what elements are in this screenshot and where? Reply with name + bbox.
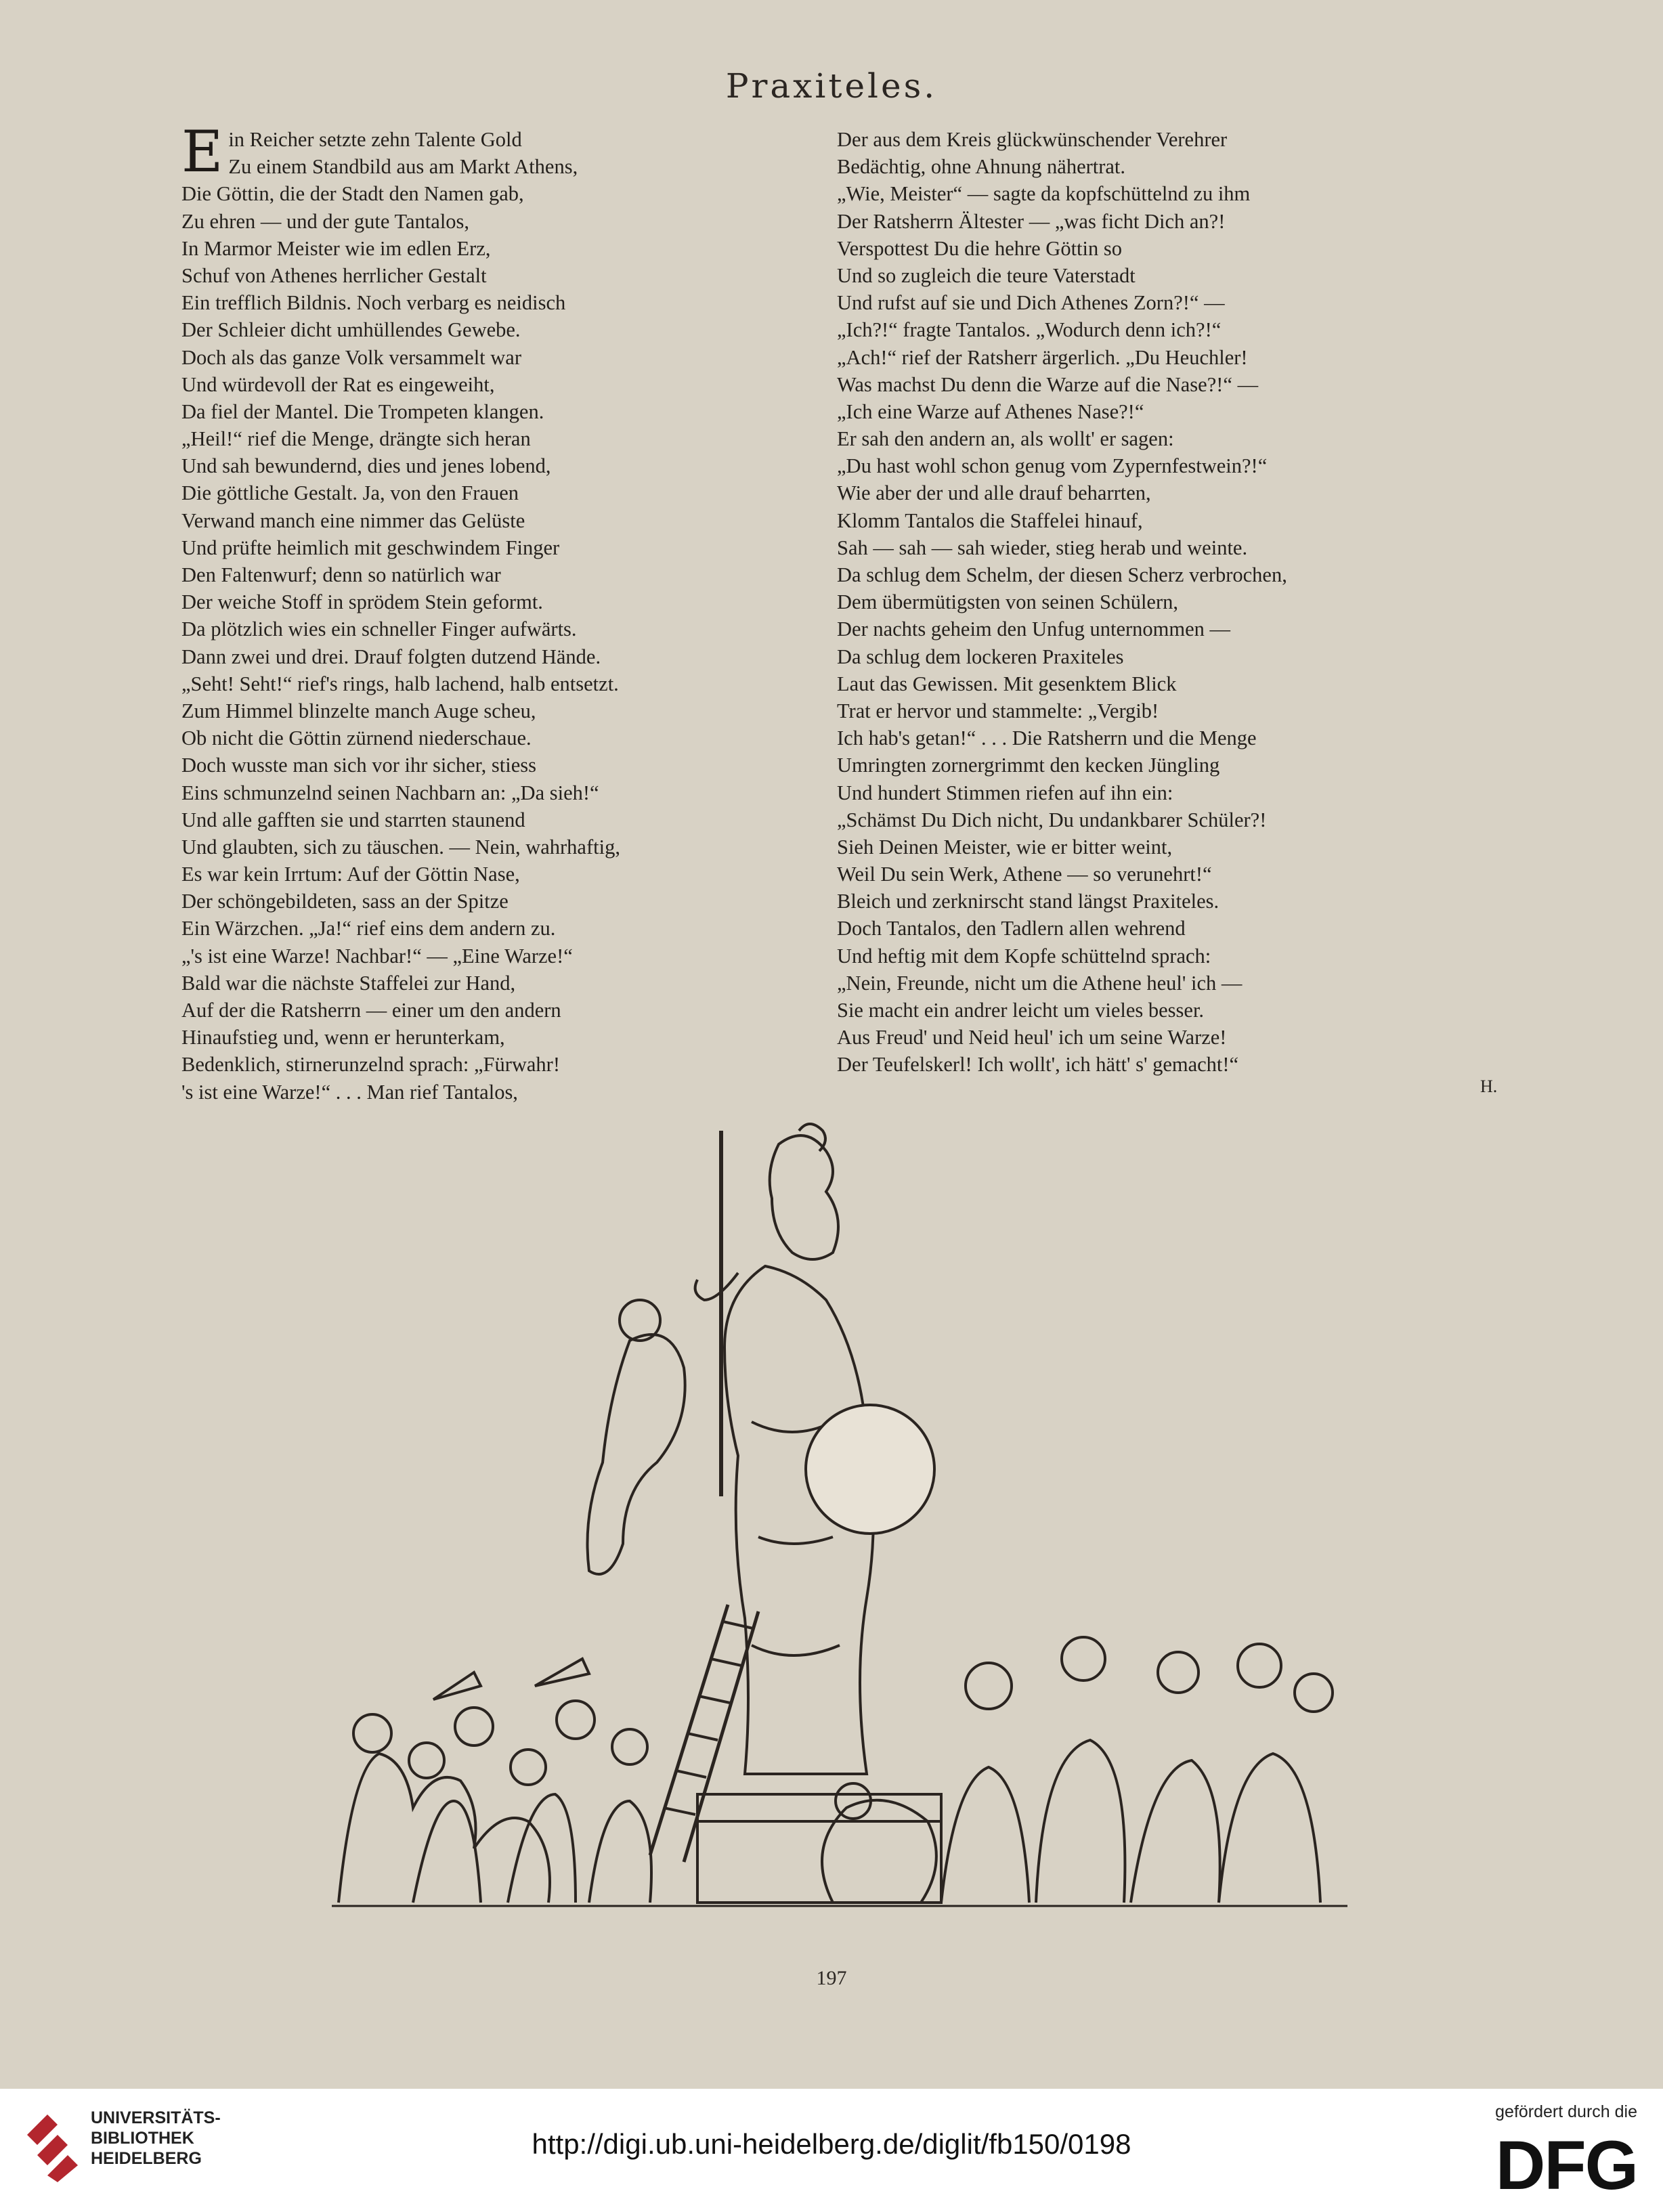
- poem-line: [181, 316, 777, 343]
- poem-line: [837, 479, 1446, 506]
- poem-line-text: „Ich eine Warze auf Athenes Nase?!“: [837, 399, 1144, 423]
- poem-line-text: Doch als das ganze Volk versammelt war: [181, 345, 521, 369]
- poem-line: [181, 289, 777, 316]
- athena-statue-illustration: [332, 1117, 1347, 1916]
- poem-line: [181, 670, 777, 697]
- poem-line: [181, 153, 777, 180]
- poem-line: [837, 915, 1446, 942]
- poem-line-text: Und hundert Stimmen riefen auf ihn ein:: [837, 781, 1173, 804]
- poem-line: [181, 861, 777, 888]
- poem-title: Praxiteles.: [725, 66, 938, 106]
- poem-line-text: Und so zugleich die teure Vaterstadt: [837, 263, 1136, 287]
- poem-line-text: Da plötzlich wies ein schneller Finger aufwärts.: [181, 617, 577, 641]
- poem-line: [181, 561, 777, 588]
- dfg-logo: DFG: [1495, 2127, 1637, 2204]
- poem-line-text: „Schämst Du Dich nicht, Du undankbarer Schüler?!: [837, 808, 1267, 831]
- poem-line-text: Hinaufstieg und, wenn er herunterkam,: [181, 1026, 505, 1049]
- poem-line: [837, 262, 1446, 289]
- poem-line: [181, 344, 777, 371]
- poem-line-text: Verwand manch eine nimmer das Gelüste: [181, 508, 525, 532]
- poem-line: [181, 997, 777, 1024]
- poem-line: [181, 779, 777, 806]
- poem-line: [837, 588, 1446, 615]
- poem-line: [837, 344, 1446, 371]
- poem-line-text: Schuf von Athenes herrlicher Gestalt: [181, 263, 487, 287]
- poem-line-text: Weil Du sein Werk, Athene — so verunehrt!“: [837, 863, 1212, 886]
- poem-line: [837, 997, 1446, 1024]
- poem-line: [181, 643, 777, 670]
- poem-line-text: „Ich?!“ fragte Tantalos. „Wodurch denn ich?!“: [837, 318, 1222, 342]
- poem-line-text: Auf der die Ratsherrn — einer um den andern: [181, 999, 561, 1022]
- poem-line: [837, 643, 1446, 670]
- poem-line: [837, 970, 1446, 997]
- poem-line: [181, 262, 777, 289]
- institution-line: BIBLIOTHEK: [91, 2129, 194, 2148]
- poem-line-text: Doch wusste man sich vor ihr sicher, stiess: [181, 754, 536, 777]
- drop-cap-initial: E: [181, 118, 223, 185]
- poem-line-text: Zu ehren — und der gute Tantalos,: [181, 209, 470, 233]
- poem-line: [837, 425, 1446, 452]
- poem-line-text: „Nein, Freunde, nicht um die Athene heul' ich —: [837, 971, 1243, 995]
- poem-line-text: Sah — sah — sah wieder, stieg herab und weinte.: [837, 536, 1248, 559]
- poem-line: [837, 942, 1446, 970]
- poem-line-text: Da schlug dem Schelm, der diesen Scherz verbrochen,: [837, 563, 1287, 586]
- poem-line-text: Sie macht ein andrer leicht um vieles besser.: [837, 999, 1205, 1022]
- poem-line-text: Bedächtig, ohne Ahnung nähertrat.: [837, 155, 1126, 179]
- poem-line: [181, 208, 777, 235]
- poem-line: [181, 615, 777, 643]
- poem-line-text: Der nachts geheim den Unfug unternommen —: [837, 617, 1231, 641]
- funded-by-label: gefördert durch die: [1495, 2102, 1637, 2121]
- poem-left-column: [181, 118, 777, 1106]
- poem-line: [181, 942, 777, 970]
- poem-line: [837, 153, 1446, 180]
- poem-line-text: Klomm Tantalos die Staffelei hinauf,: [837, 508, 1143, 532]
- poem-line-text: Und würdevoll der Rat es eingeweiht,: [181, 372, 495, 396]
- footer-bar: [0, 2089, 1663, 2212]
- poem-line: [837, 208, 1446, 235]
- poem-line-text: Den Faltenwurf; denn so natürlich war: [181, 563, 501, 586]
- poem-line-text: Eins schmunzelnd seinen Nachbarn an: „Da sieh!“: [181, 781, 599, 804]
- poem-line: [837, 752, 1446, 779]
- poem-line: [837, 1051, 1446, 1078]
- poem-line-text: in Reicher setzte zehn Talente Gold: [228, 128, 522, 151]
- poem-line-text: Wie aber der und alle drauf beharrten,: [837, 481, 1151, 505]
- poem-line: [181, 915, 777, 942]
- poem-line-text: Der Ratsherrn Ältester — „was ficht Dich an?!: [837, 209, 1226, 233]
- poem-line: [181, 1051, 777, 1078]
- poem-line-text: Bedenklich, stirnerunzelnd sprach: „Fürwahr!: [181, 1053, 560, 1077]
- poem-line: [837, 670, 1446, 697]
- poem-line-text: In Marmor Meister wie im edlen Erz,: [181, 236, 491, 260]
- poem-line-text: Zum Himmel blinzelte manch Auge scheu,: [181, 699, 536, 722]
- poem-line-text: Umringten zornergrimmt den kecken Jüngling: [837, 754, 1220, 777]
- poem-line-text: Ob nicht die Göttin zürnend niederschaue.: [181, 727, 532, 750]
- poem-line: [837, 861, 1446, 888]
- poem-line-text: Der schöngebildeten, sass an der Spitze: [181, 890, 509, 913]
- poem-line: [181, 888, 777, 915]
- poem-line-text: Und glaubten, sich zu täuschen. — Nein, wahrhaftig,: [181, 835, 620, 859]
- poem-line: [837, 1024, 1446, 1051]
- poem-line: [181, 1024, 777, 1051]
- poem-line: [181, 371, 777, 398]
- poem-line-text: „'s ist eine Warze! Nachbar!“ — „Eine Warze!“: [181, 944, 573, 968]
- poem-line: [181, 752, 777, 779]
- poem-line-text: Ich hab's getan!“ . . . Die Ratsherrn und die Menge: [837, 727, 1257, 750]
- poem-line: [181, 1079, 777, 1106]
- poem-line: [837, 452, 1446, 479]
- poem-line: [837, 806, 1446, 833]
- poem-line: [837, 697, 1446, 724]
- poem-line-text: Und alle gafften sie und starrten staunend: [181, 808, 525, 831]
- poem-line-text: Der weiche Stoff in sprödem Stein geformt.: [181, 590, 543, 614]
- poem-line-text: Die Göttin, die der Stadt den Namen gab,: [181, 182, 524, 206]
- page-number: 197: [816, 1967, 847, 1989]
- poem-left-lines: [181, 118, 777, 1106]
- poem-line-text: Er sah den andern an, als wollt' er sagen:: [837, 427, 1174, 451]
- poem-line: [837, 888, 1446, 915]
- poem-line-text: Ein Wärzchen. „Ja!“ rief eins dem andern zu.: [181, 917, 556, 940]
- poem-line-text: Sieh Deinen Meister, wie er bitter weint,: [837, 835, 1173, 859]
- poem-line-text: Und prüfte heimlich mit geschwindem Finger: [181, 536, 560, 559]
- poem-line: [181, 534, 777, 561]
- source-url-link[interactable]: http://digi.ub.uni-heidelberg.de/diglit/fb150/0198: [532, 2128, 1131, 2160]
- institution-line: UNIVERSITÄTS-: [91, 2108, 221, 2127]
- poem-line-text: Aus Freud' und Neid heul' ich um seine Warze!: [837, 1026, 1227, 1049]
- poem-line: [837, 235, 1446, 262]
- poem-line: [181, 970, 777, 997]
- poem-line-text: Laut das Gewissen. Mit gesenktem Blick: [837, 672, 1177, 695]
- institution-line: HEIDELBERG: [91, 2149, 202, 2168]
- poem-line: [181, 479, 777, 506]
- poem-line: [837, 316, 1446, 343]
- poem-line-text: Zu einem Standbild aus am Markt Athens,: [228, 155, 578, 179]
- poem-line: [837, 779, 1446, 806]
- poem-line: [181, 588, 777, 615]
- poem-line: [837, 398, 1446, 425]
- poem-line: [181, 180, 777, 207]
- poem-line-text: „Du hast wohl schon genug vom Zypernfestwein?!“: [837, 454, 1268, 478]
- poem-line-text: „Seht! Seht!“ rief's rings, halb lachend, halb entsetzt.: [181, 672, 619, 695]
- poem-line: [837, 371, 1446, 398]
- poem-line: [181, 724, 777, 752]
- poem-line: [837, 724, 1446, 752]
- poem-line: [181, 425, 777, 452]
- poem-line-text: „Wie, Meister“ — sagte da kopfschüttelnd zu ihm: [837, 182, 1251, 206]
- poem-line: [181, 452, 777, 479]
- poem-line: [837, 833, 1446, 861]
- poem-line: [181, 697, 777, 724]
- poem-line: [837, 615, 1446, 643]
- poem-line: [181, 806, 777, 833]
- poem-line-text: Und heftig mit dem Kopfe schüttelnd sprach:: [837, 944, 1211, 968]
- author-signature: H.: [1480, 1077, 1498, 1096]
- poem-line-text: Es war kein Irrtum: Auf der Göttin Nase,: [181, 863, 520, 886]
- poem-line: [837, 126, 1446, 153]
- poem-line-text: Der aus dem Kreis glückwünschender Verehrer: [837, 128, 1228, 151]
- poem-line-text: Dann zwei und drei. Drauf folgten dutzend Hände.: [181, 645, 601, 668]
- poem-line: [181, 507, 777, 534]
- poem-line-text: Doch Tantalos, den Tadlern allen wehrend: [837, 917, 1186, 940]
- poem-line-text: Da schlug dem lockeren Praxiteles: [837, 645, 1124, 668]
- poem-line-text: Dem übermütigsten von seinen Schülern,: [837, 590, 1178, 614]
- poem-line-text: Der Schleier dicht umhüllendes Gewebe.: [181, 318, 521, 342]
- poem-right-column: [837, 126, 1446, 1079]
- poem-line-text: Bleich und zerknirscht stand längst Praxiteles.: [837, 890, 1219, 913]
- poem-line-text: Bald war die nächste Staffelei zur Hand,: [181, 971, 516, 995]
- poem-line-text: „Ach!“ rief der Ratsherr ärgerlich. „Du Heuchler!: [837, 345, 1248, 369]
- poem-line: [837, 534, 1446, 561]
- poem-line-text: Ein trefflich Bildnis. Noch verbarg es neidisch: [181, 291, 566, 315]
- poem-line-text: Und sah bewundernd, dies und jenes lobend,: [181, 454, 551, 478]
- poem-line: [837, 289, 1446, 316]
- poem-line: [837, 507, 1446, 534]
- poem-line-text: Der Teufelskerl! Ich wollt', ich hätt' s' gemacht!“: [837, 1053, 1239, 1077]
- poem-line-text: „Heil!“ rief die Menge, drängte sich heran: [181, 427, 531, 451]
- poem-line-text: Und rufst auf sie und Dich Athenes Zorn?!“ —: [837, 291, 1225, 315]
- poem-line: [181, 398, 777, 425]
- poem-line: [181, 235, 777, 262]
- poem-line: [837, 561, 1446, 588]
- poem-line-text: Trat er hervor und stammelte: „Vergib!: [837, 699, 1159, 722]
- poem-line-text: Verspottest Du die hehre Göttin so: [837, 236, 1122, 260]
- poem-line-text: Die göttliche Gestalt. Ja, von den Frauen: [181, 481, 519, 505]
- poem-line-text: 's ist eine Warze!“ . . . Man rief Tantalos,: [181, 1080, 518, 1104]
- poem-line: [837, 180, 1446, 207]
- poem-right-lines: [837, 126, 1446, 1079]
- poem-line: [181, 833, 777, 861]
- poem-line-text: Da fiel der Mantel. Die Trompeten klangen.: [181, 399, 544, 423]
- poem-line-text: Was machst Du denn die Warze auf die Nase?!“ —: [837, 372, 1259, 396]
